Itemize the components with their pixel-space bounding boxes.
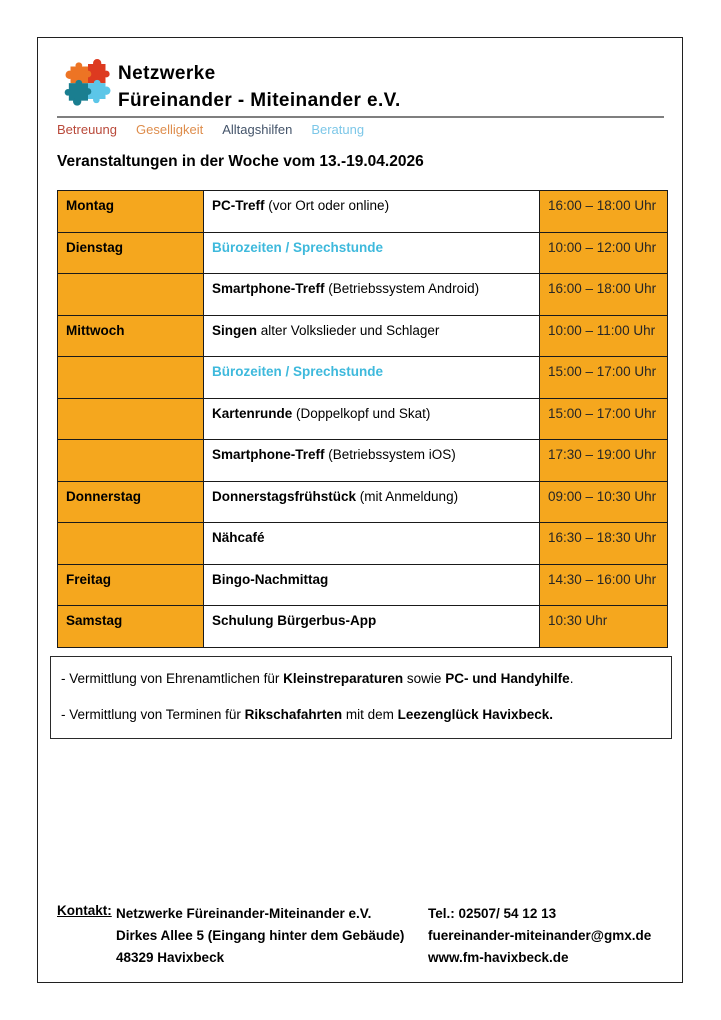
nav-item-beratung: Beratung (311, 122, 365, 137)
day-cell (58, 440, 204, 482)
event-cell (204, 481, 540, 523)
event-detail: (vor Ort oder online) (264, 198, 390, 213)
category-nav (57, 122, 364, 137)
time-cell: 14:30 – 16:00 Uhr (540, 564, 668, 606)
org-name-line1: Netzwerke (118, 63, 216, 84)
table-row (58, 523, 668, 565)
nav-item-geselligkeit: Geselligkeit (136, 122, 204, 137)
note-bold: Kleinstreparaturen (283, 671, 404, 686)
contact-label: Kontakt: (57, 903, 112, 918)
event-title: Bürozeiten / Sprechstunde (212, 364, 384, 379)
event-cell (204, 274, 540, 316)
event-cell (204, 357, 540, 399)
table-row (58, 274, 668, 316)
header-divider (57, 116, 664, 118)
note-text: mit dem (342, 707, 398, 722)
event-title: Donnerstagsfrühstück (212, 488, 357, 504)
table-row (58, 606, 668, 648)
time-cell: 15:00 – 17:00 Uhr (540, 357, 668, 399)
schedule-table (57, 190, 668, 648)
contact-street: Dirkes Allee 5 (Eingang hinter dem Gebäude) (116, 928, 405, 943)
table-row (58, 440, 668, 482)
org-name (118, 60, 401, 114)
contact-org: Netzwerke Füreinander-Miteinander e.V. (116, 906, 372, 921)
event-cell (204, 523, 540, 565)
event-cell (204, 606, 540, 648)
table-row (58, 564, 668, 606)
table-row (58, 315, 668, 357)
note-bold: Leezenglück Havixbeck. (397, 707, 553, 722)
note-text: sowie (403, 671, 446, 686)
time-cell: 16:00 – 18:00 Uhr (540, 191, 668, 233)
event-title: Singen (212, 322, 258, 338)
note-line (61, 706, 661, 723)
note-bold: Rikschafahrten (244, 707, 343, 722)
event-title: Bürozeiten / Sprechstunde (212, 239, 384, 255)
event-title: Nähcafé (212, 530, 265, 545)
time-cell: 10:00 – 11:00 Uhr (540, 315, 668, 357)
event-title: Kartenrunde (212, 405, 293, 421)
event-detail: alter Volkslieder und Schlager (257, 322, 440, 338)
page-title: Veranstaltungen in der Woche vom 13.-19.04.2026 (57, 153, 424, 170)
day-cell (58, 357, 204, 399)
time-cell: 16:00 – 18:00 Uhr (540, 274, 668, 316)
event-cell (204, 398, 540, 440)
table-row (58, 357, 668, 399)
time-cell: 10:30 Uhr (540, 606, 668, 648)
contact-address (116, 903, 404, 969)
event-title: Bingo-Nachmittag (212, 571, 329, 587)
day-cell (58, 274, 204, 316)
time-cell: 15:00 – 17:00 Uhr (540, 398, 668, 440)
note-text: . (569, 671, 574, 686)
note-text: - Vermittlung von Ehrenamtlichen für (61, 671, 284, 686)
time-cell: 10:00 – 12:00 Uhr (540, 232, 668, 274)
contact-website: www.fm-havixbeck.de (428, 950, 569, 965)
day-cell: Donnerstag (58, 481, 204, 523)
contact-details (428, 903, 651, 969)
event-title: PC-Treff (212, 198, 265, 213)
contact-email: fuereinander-miteinander@gmx.de (428, 928, 652, 943)
note-line (61, 670, 661, 687)
day-cell: Samstag (58, 606, 204, 648)
notes-box (50, 656, 672, 739)
note-bold: PC- und Handyhilfe (445, 671, 570, 686)
time-cell: 16:30 – 18:30 Uhr (540, 523, 668, 565)
event-cell (204, 440, 540, 482)
event-cell (204, 232, 540, 274)
table-row (58, 481, 668, 523)
event-detail: (mit Anmeldung) (356, 488, 459, 504)
table-row (58, 398, 668, 440)
day-cell: Freitag (58, 564, 204, 606)
event-title: Smartphone-Treff (212, 447, 325, 462)
event-cell (204, 564, 540, 606)
day-cell: Mittwoch (58, 315, 204, 357)
event-cell (204, 315, 540, 357)
nav-item-alltagshilfen: Alltagshilfen (222, 122, 293, 137)
day-cell: Montag (58, 191, 204, 233)
day-cell (58, 523, 204, 565)
contact-city: 48329 Havixbeck (116, 950, 225, 965)
day-cell: Dienstag (58, 232, 204, 274)
event-title: Smartphone-Treff (212, 281, 325, 296)
day-cell (58, 398, 204, 440)
event-cell (204, 191, 540, 233)
table-row (58, 232, 668, 274)
time-cell: 17:30 – 19:00 Uhr (540, 440, 668, 482)
contact-phone: Tel.: 02507/ 54 12 13 (428, 906, 557, 921)
puzzle-pieces-icon (63, 55, 113, 113)
event-detail: (Doppelkopf und Skat) (292, 405, 431, 421)
time-cell: 09:00 – 10:30 Uhr (540, 481, 668, 523)
event-detail: (Betriebssystem iOS) (324, 447, 456, 462)
note-text: - Vermittlung von Terminen für (61, 707, 245, 722)
table-row (58, 191, 668, 233)
nav-item-betreuung: Betreuung (57, 122, 117, 137)
org-name-line2: Füreinander - Miteinander e.V. (118, 90, 401, 111)
event-detail: (Betriebssystem Android) (324, 281, 480, 296)
event-title: Schulung Bürgerbus-App (212, 613, 377, 628)
